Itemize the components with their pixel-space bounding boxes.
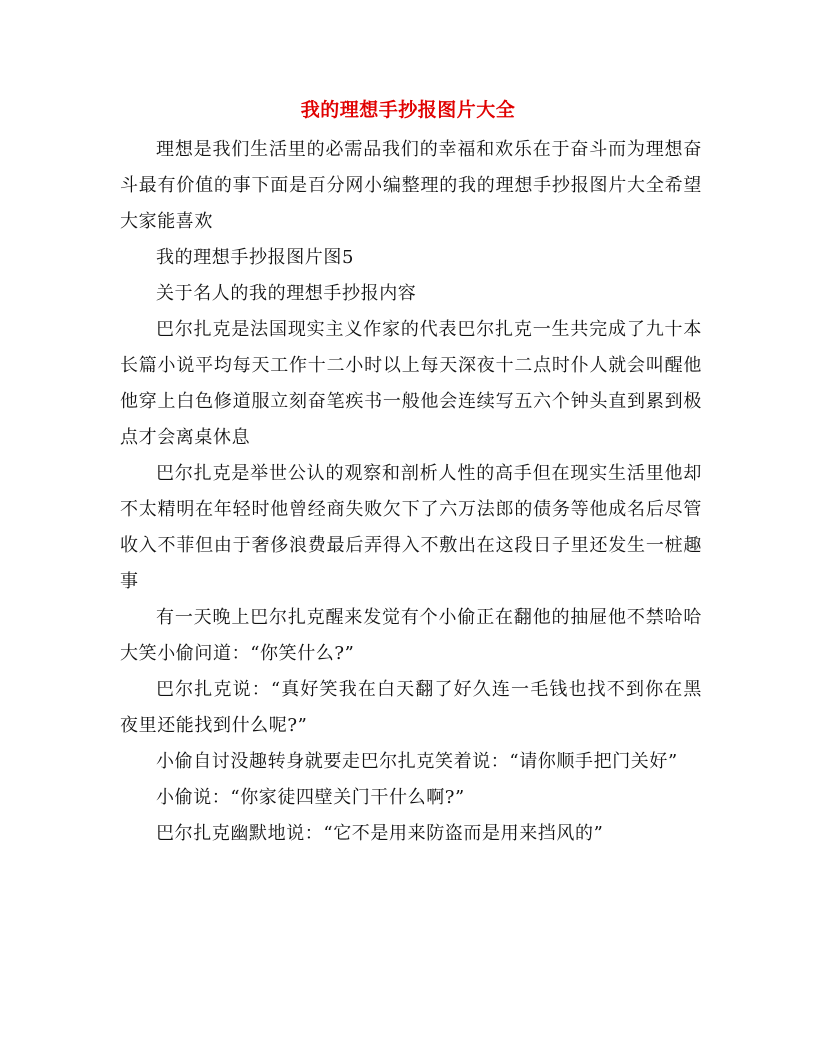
body-paragraph: 巴尔扎克是法国现实主义作家的代表巴尔扎克一生共完成了九十本长篇小说平均每天工作十二小时以上每天深夜十二点时仆人就会叫醒他他穿上白色修道服立刻奋笔疾书一般他会连续写五六个钟头直到累到极点才会离桌休息 [120, 319, 702, 448]
document-title: 我的理想手抄报图片大全 [300, 99, 516, 121]
body-paragraph: 有一天晚上巴尔扎克醒来发觉有个小偷正在翻他的抽屉他不禁哈哈大笑小偷问道：“你笑什么?” [120, 607, 702, 664]
body-paragraph: 小偷说：“你家徒四壁关门干什么啊?” [156, 787, 465, 808]
document-body [120, 132, 702, 852]
body-paragraph: 小偷自讨没趣转身就要走巴尔扎克笑着说：“请你顺手把门关好” [156, 751, 678, 772]
body-paragraph: 巴尔扎克幽默地说：“它不是用来防盗而是用来挡风的” [156, 823, 604, 844]
image-caption: 我的理想手抄报图片图5 [156, 247, 355, 268]
intro-paragraph: 理想是我们生活里的必需品我们的幸福和欢乐在于奋斗而为理想奋斗最有价值的事下面是百分网小编整理的我的理想手抄报图片大全希望大家能喜欢 [120, 139, 702, 232]
body-paragraph: 巴尔扎克是举世公认的观察和剖析人性的高手但在现实生活里他却不太精明在年轻时他曾经商失败欠下了六万法郎的债务等他成名后尽管收入不菲但由于奢侈浪费最后弄得入不敷出在这段日子里还发生一桩趣事 [120, 463, 702, 592]
section-heading: 关于名人的我的理想手抄报内容 [156, 283, 417, 304]
body-paragraph: 巴尔扎克说：“真好笑我在白天翻了好久连一毛钱也找不到你在黑夜里还能找到什么呢?” [120, 679, 702, 736]
